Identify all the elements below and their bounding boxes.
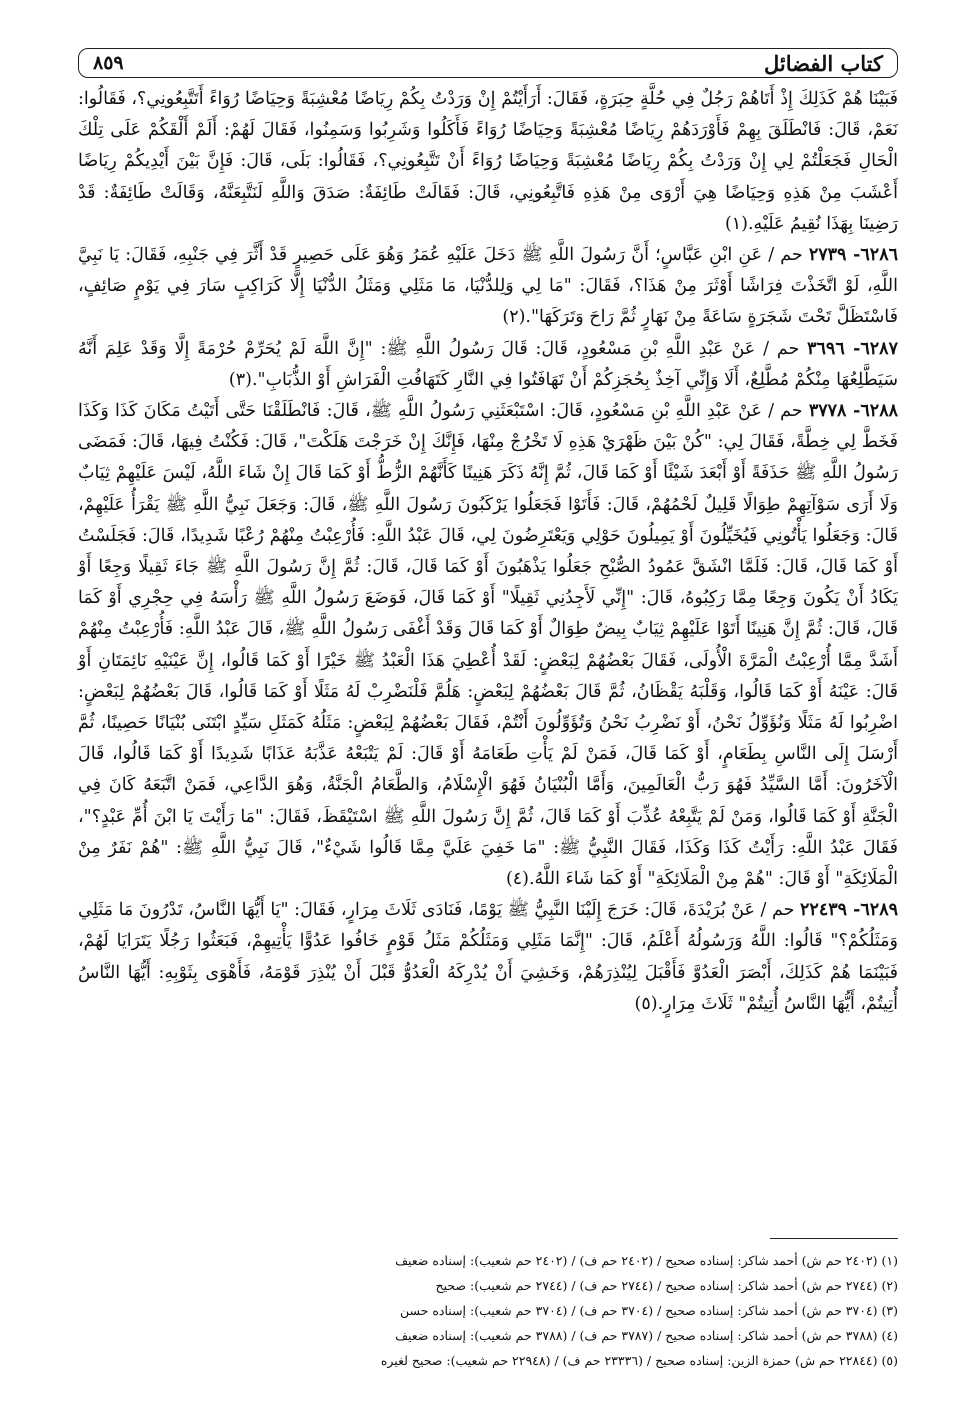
hadith-number: ٦٢٨٩- ٢٢٤٣٩ xyxy=(800,900,898,921)
footnote-separator xyxy=(770,1238,898,1239)
footnote-5: (٥) (٢٢٨٤٤ حم ش) حمزة الزين: إسناده صحيح / (٢٣٣٣٦ حم ف) / (٢٢٩٤٨ حم شعيب): صحيح لغيره xyxy=(380,1353,898,1368)
hadith-text: حم / عَنْ عَبْدِ اللَّهِ بْنِ مَسْعُودٍ، قَالَ: اسْتَبْعَثَنِي رَسُولُ اللَّهِ ﷺ، قَالَ: فَانْطَلَقْنَا حَتَّى أَتَيْتُ مَكَانَ كَذَا وَكَذَا فَخَطَّ لِي خِطَّةً، فَقَالَ لِي: "كُنْ بَيْنَ ظَهْرَيْ هَذِهِ لَا تَخْرُجْ مِنْهَا، فَإِنَّكَ إِنْ خَرَجْتَ هَلَكْتَ"، قَالَ: فَكُنْتُ فِيهَا، قَالَ: فَمَضَى رَسُولُ اللَّهِ ﷺ حَذَفَةً أَوْ أَبْعَدَ شَيْئًا أَوْ كَمَا قَالَ، ثُمَّ إِنَّهُ ذَكَرَ هَنِينًا كَأَنَّهُمْ الزُّطُّ أَوْ كَمَا قَالَ إِنْ شَاءَ اللَّهُ، لَيْسَ عَلَيْهِمْ ثِيَابٌ وَلَا أَرَى سَوْآتِهِمْ طِوَالًا قَلِيلٌ لَحْمُهُمْ، قَالَ: فَأَتَوْا فَجَعَلُوا يَرْكَبُونَ رَسُولَ اللَّهِ ﷺ، قَالَ: وَجَعَلَ نَبِيُّ اللَّهِ ﷺ يَقْرَأُ عَلَيْهِمْ، قَالَ: وَجَعَلُوا يَأْتُونِي فَيُخَيِّلُونَ أَوْ يَمِيلُونَ حَوْلِي وَيَعْتَرِضُونَ لِي، قَالَ عَبْدُ اللَّهِ: فَأُرْعِبْتُ مِنْهُمْ رُعْبًا شَدِيدًا، قَالَ: فَجَلَسْتُ أَوْ كَمَا قَالَ، قَالَ: فَلَمَّا انْشَقَّ عَمُودُ الصُّبْحِ جَعَلُوا يَذْهَبُونَ أَوْ كَمَا قَالَ، قَالَ: ثُمَّ إِنَّ رَسُولَ اللَّهِ ﷺ جَاءَ ثَقِيلًا وَجِعًا أَوْ يَكَادُ أَنْ يَكُونَ وَجِعًا مِمَّا رَكِبُوهُ، قَالَ: "إِنِّي لَأَجِدُنِي ثَقِيلًا" أَوْ كَمَا قَالَ، فَوَضَعَ رَسُولُ اللَّهِ ﷺ رَأْسَهُ فِي حِجْرِي أَوْ كَمَا قَالَ، قَالَ: ثُمَّ إِنَّ هَنِينًا أَتَوْا عَلَيْهِمْ ثِيَابٌ بِيضٌ طِوَالٌ أَوْ كَمَا قَالَ وَقَدْ أَغْفَى رَسُولُ اللَّهِ ﷺ، قَالَ عَبْدُ اللَّهِ: فَأُرْعِبْتُ مِنْهُمْ أَشَدَّ مِمَّا أُرْعِبْتُ الْمَرَّةَ الْأُولَى، فَقَالَ بَعْضُهُمْ لِبَعْضٍ: لَقَدْ أُعْطِيَ هَذَا الْعَبْدُ ﷺ خَيْرًا أَوْ كَمَا قَالُوا، إِنَّ عَيْنَيْهِ نَائِمَتَانِ أَوْ قَالَ: عَيْنَهُ أَوْ كَمَا قَالُوا، وَقَلْبَهُ يَقْظَانُ، ثُمَّ قَالَ بَعْضُهُمْ لِبَعْضٍ: هَلُمَّ فَلْنَضْرِبْ لَهُ مَثَلًا أَوْ كَمَا قَالُوا، قَالَ بَعْضُهُمْ لِبَعْضٍ: اضْرِبُوا لَهُ مَثَلًا وَنُؤَوِّلُ نَحْنُ، أَوْ نَضْرِبُ نَحْنُ وَتُؤَوِّلُونَ أَنْتُمْ، فَقَالَ بَعْضُهُمْ لِبَعْضٍ: مَثَلُهُ كَمَثَلِ سَيِّدٍ ابْتَنَى بُنْيَانًا حَصِينًا، ثُمَّ أَرْسَلَ إِلَى النَّاسِ بِطَعَامٍ، أَوْ كَمَا قَالَ، فَمَنْ لَمْ يَأْتِ طَعَامَهُ أَوْ قَالَ: لَمْ يَتْبَعْهُ عَذَّبَهُ عَذَابًا شَدِيدًا أَوْ كَمَا قَالُوا، قَالَ الْآخَرُونَ: أَمَّا السَّيِّدُ فَهُوَ رَبُّ الْعَالَمِينَ، وَأَمَّا الْبُنْيَانُ فَهُوَ الْإِسْلَامُ، وَالطَّعَامُ الْجَنَّةُ، وَهُوَ الدَّاعِي، فَمَنْ اتَّبَعَهُ كَانَ فِي الْجَنَّةِ أَوْ كَمَا قَالُوا، وَمَنْ لَمْ يَتَّبِعْهُ عُذِّبَ أَوْ كَمَا قَالَ، ثُمَّ إِنَّ رَسُولَ اللَّهِ ﷺ اسْتَيْقَظَ، فَقَالَ: "مَا رَأَيْتَ يَا ابْنَ أُمِّ عَبْدٍ؟"، فَقَالَ عَبْدُ اللَّهِ: رَأَيْتُ كَذَا وَكَذَا، فَقَالَ النَّبِيُّ ﷺ: "مَا خَفِيَ عَلَيَّ مِمَّا قَالُوا شَيْءٌ"، قَالَ نَبِيُّ اللَّهِ ﷺ: "هُمْ نَفَرٌ مِنْ الْمَلَائِكَةِ" أَوْ قَالَ: "هُمْ مِنْ الْمَلَائِكَةِ" أَوْ كَمَا شَاءَ اللَّهُ.(٤) xyxy=(78,401,898,890)
hadith-text: حم / عَنْ بُرَيْدَةَ، قَالَ: خَرَجَ إِلَيْنَا النَّبِيُّ ﷺ يَوْمًا، فَنَادَى ثَلَاثَ مِرَارٍ، فَقَالَ: "يَا أَيُّهَا النَّاسُ، تَدْرُونَ مَا مَثَلِي وَمَثَلُكُمْ؟" قَالُوا: اللَّهُ وَرَسُولُهُ أَعْلَمُ، قَالَ: "إِنَّمَا مَثَلِي وَمَثَلُكُمْ مَثَلُ قَوْمٍ خَافُوا عَدُوًّا يَأْتِيهِمْ، فَبَعَثُوا رَجُلًا يَتَرَايَا لَهُمْ، فَبَيْنَمَا هُمْ كَذَلِكَ، أَبْصَرَ الْعَدُوَّ فَأَقْبَلَ لِيُنْذِرَهُمْ، وَخَشِيَ أَنْ يُدْرِكَهُ الْعَدُوُّ قَبْلَ أَنْ يُنْذِرَ قَوْمَهُ، فَأَهْوَى بِثَوْبِهِ: أَيُّهَا النَّاسُ أُتِيتُمْ، أَيُّهَا النَّاسُ أُتِيتُمْ" ثَلَاثَ مِرَارٍ.(٥) xyxy=(78,900,898,1014)
hadith-6288 xyxy=(78,396,898,895)
hadith-text: حم / عَنِ ابْنِ عَبَّاسٍ؛ أَنَّ رَسُولَ اللَّهِ ﷺ دَخَلَ عَلَيْهِ عُمَرُ وَهُوَ عَلَى حَصِيرٍ قَدْ أَثَّرَ فِي جَنْبِهِ، فَقَالَ: يَا نَبِيَّ اللَّهِ، لَوْ اتَّخَذْتَ فِرَاشًا أَوْثَرَ مِنْ هَذَا؟، فَقَالَ: "مَا لِي وَلِلدُّنْيَا، مَا مَثَلِي وَمَثَلُ الدُّنْيَا إِلَّا كَرَاكِبٍ سَارَ فِي يَوْمٍ صَائِفٍ، فَاسْتَظَلَّ تَحْتَ شَجَرَةٍ سَاعَةً مِنْ نَهَارٍ ثُمَّ رَاحَ وَتَرَكَهَا".(٢) xyxy=(78,245,898,328)
hadith-number: ٦٢٨٦- ٢٧٣٩ xyxy=(808,245,898,266)
page-number: ٨٥٩ xyxy=(93,52,124,74)
hadith-number: ٦٢٨٧- ٣٦٩٦ xyxy=(807,338,898,359)
footnote-3: (٣) (٣٧٠٤ حم ش) أحمد شاكر: إسناده صحيح / (٣٧٠٤ حم ف) / (٣٧٠٤ حم شعيب): إسناده حسن xyxy=(400,1303,898,1318)
hadith-6289 xyxy=(78,895,898,1020)
paragraph-text: فَبَيْنَا هُمْ كَذَلِكَ إِذْ أَتَاهُمْ رَجُلٌ فِي حُلَّةٍ حِبَرَةٍ، فَقَالَ: أَرَأَيْتُمْ إِنْ وَرَدْتُ بِكُمْ رِيَاضًا مُعْشِبَةً وَحِيَاضًا رُوَاءً أَتَتَّبِعُونِي؟، فَقَالُوا: نَعَمْ، قَالَ: فَانْطَلَقَ بِهِمْ فَأَوْرَدَهُمْ رِيَاضًا مُعْشِبَةً وَحِيَاضًا رُوَاءً فَأَكَلُوا وَشَرِبُوا وَسَمِنُوا، فَقَالَ لَهُمْ: أَلَمْ أَلْقَكُمْ عَلَى تِلْكَ الْحَالِ فَجَعَلْتُمْ لِي إِنْ وَرَدْتُ بِكُمْ رِيَاضًا مُعْشِبَةً وَحِيَاضًا رُوَاءً أَنْ تَتَّبِعُونِي؟، فَقَالُوا: بَلَى، قَالَ: فَإِنَّ بَيْنَ أَيْدِيكُمْ رِيَاضًا أَعْشَبَ مِنْ هَذِهِ وَحِيَاضًا هِيَ أَرْوَى مِنْ هَذِهِ فَاتَّبِعُونِي، قَالَ: فَقَالَتْ طَائِفَةٌ: صَدَقَ وَاللَّهِ لَنَتَّبِعَنَّهُ، وَقَالَتْ طَائِفَةٌ: قَدْ رَضِينَا بِهَذَا نُقِيمُ عَلَيْهِ.(١) xyxy=(78,89,898,234)
main-text xyxy=(78,84,898,1020)
book-title: كتاب الفضائل xyxy=(763,50,883,76)
page-header xyxy=(78,48,898,78)
paragraph-continuation xyxy=(78,84,898,240)
hadith-6287 xyxy=(78,334,898,396)
hadith-number: ٦٢٨٨- ٣٧٧٨ xyxy=(808,401,899,422)
hadith-6286 xyxy=(78,240,898,334)
footnotes xyxy=(78,1248,898,1373)
footnote-2: (٢) (٢٧٤٤ حم ش) أحمد شاكر: إسناده صحيح / (٢٧٤٤ حم ف) / (٢٧٤٤ حم شعيب): صحيح xyxy=(435,1278,898,1293)
hadith-text: حم / عَنْ عَبْدِ اللَّهِ بْنِ مَسْعُودٍ، قَالَ: قَالَ رَسُولُ اللَّهِ ﷺ: "إِنَّ اللَّهَ لَمْ يُحَرِّمْ حُرْمَةً إِلَّا وَقَدْ عَلِمَ أَنَّهُ سَيَطَّلِعُهَا مِنْكُمْ مُطَّلِعٌ، أَلَا وَإِنِّي آخِذٌ بِحُجَزِكُمْ أَنْ تَهَافَتُوا فِي النَّارِ كَتَهَافُتِ الْفَرَاشِ أَوْ الذُّبَابِ".(٣) xyxy=(78,338,898,390)
footnote-1: (١) (٢٤٠٢ حم ش) أحمد شاكر: إسناده صحيح / (٢٤٠٢ حم ف) / (٢٤٠٢ حم شعيب): إسناده ضعيف xyxy=(395,1253,898,1268)
footnote-4: (٤) (٣٧٨٨ حم ش) أحمد شاكر: إسناده صحيح / (٣٧٨٧ حم ف) / (٣٧٨٨ حم شعيب): إسناده ضعيف xyxy=(395,1328,898,1343)
